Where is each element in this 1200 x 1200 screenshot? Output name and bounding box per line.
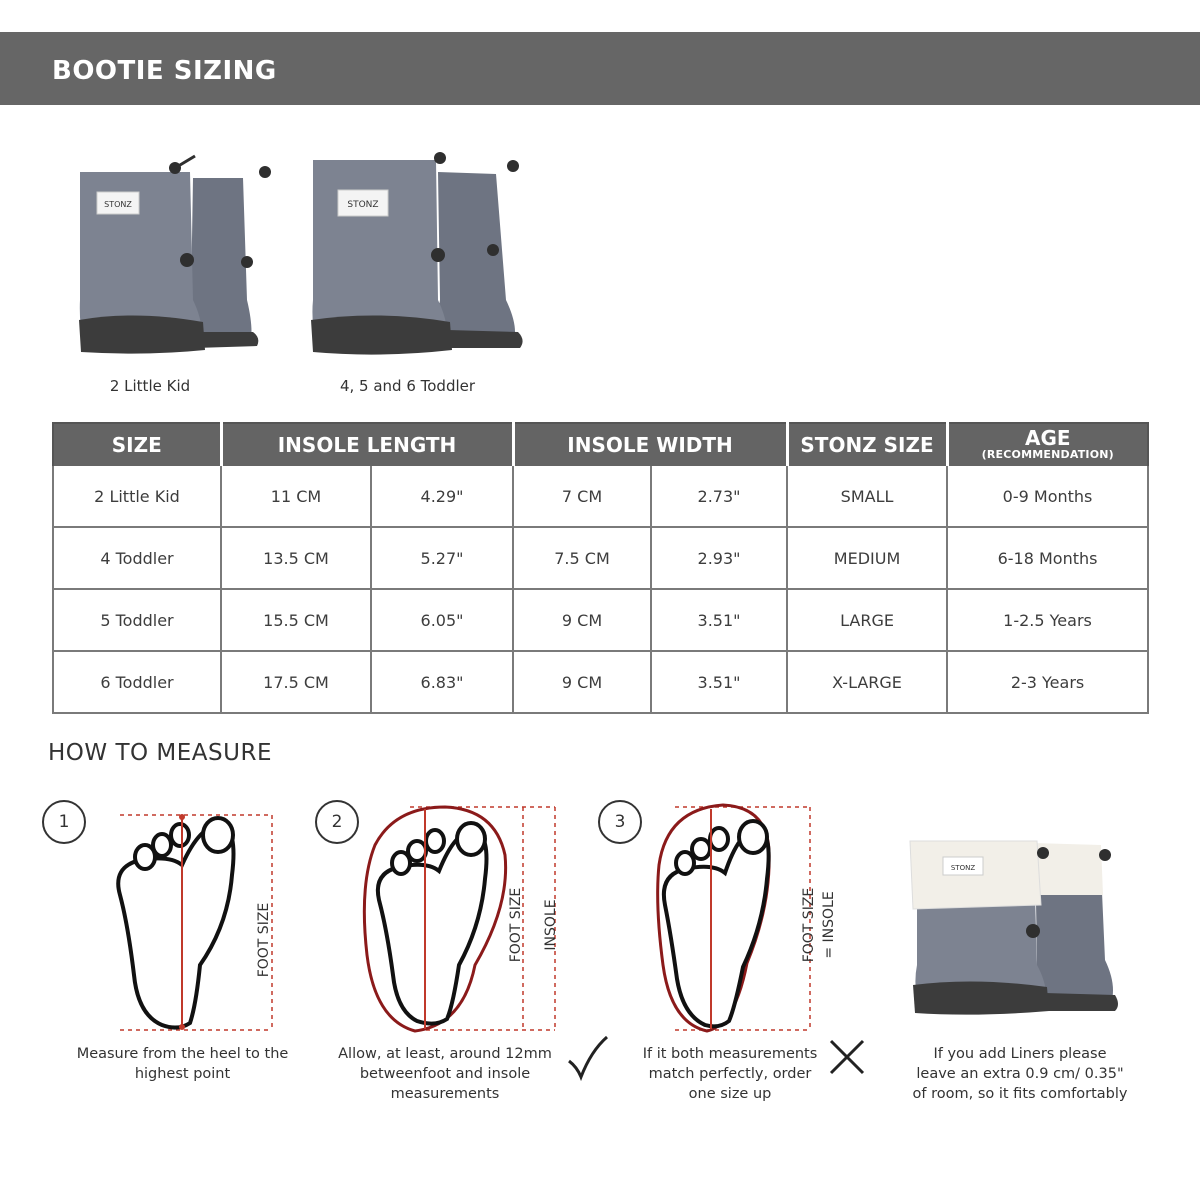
- step-3-insole-label: = INSOLE: [821, 891, 837, 959]
- cell-length-in: 5.27": [371, 527, 513, 589]
- cell-age: 6-18 Months: [947, 527, 1148, 589]
- step-1-text-line: highest point: [134, 1066, 231, 1082]
- step-3-number: 3: [598, 800, 642, 844]
- cell-width-cm: 7 CM: [513, 466, 651, 527]
- step-3-foot-size-label: FOOT SIZE: [801, 887, 817, 963]
- header-insole-width: INSOLE WIDTH: [513, 423, 787, 466]
- cross-icon: [828, 1038, 866, 1076]
- header-stonz-size: STONZ SIZE: [787, 423, 947, 466]
- cell-size: 6 Toddler: [53, 651, 221, 713]
- cell-size: 5 Toddler: [53, 589, 221, 651]
- step-1-text: [65, 1044, 300, 1084]
- step-3-text-line: match perfectly, order: [648, 1066, 812, 1082]
- header-insole-length: INSOLE LENGTH: [221, 423, 513, 466]
- large-bootie-caption: 4, 5 and 6 Toddler: [339, 377, 476, 395]
- cell-length-in: 6.83": [371, 651, 513, 713]
- liner-text-line: of room, so it fits comfortably: [912, 1086, 1128, 1102]
- step-1-foot-diagram: [100, 805, 300, 1040]
- header-age-sub: (RECOMMENDATION): [981, 448, 1114, 461]
- table-row: [53, 466, 1148, 527]
- step-2-text: [325, 1044, 565, 1104]
- cell-width-in: 2.93": [651, 527, 787, 589]
- step-3-text: [625, 1044, 835, 1104]
- step-2-foot-size-label: FOOT SIZE: [508, 887, 524, 963]
- liner-text-line: leave an extra 0.9 cm/ 0.35": [916, 1066, 1124, 1082]
- table-header-row: [53, 423, 1148, 466]
- step-1-text-line: Measure from the heel to the: [76, 1046, 289, 1062]
- liner-text: [900, 1044, 1140, 1104]
- cell-length-cm: 11 CM: [221, 466, 371, 527]
- step-2-number: 2: [315, 800, 359, 844]
- cell-age: 0-9 Months: [947, 466, 1148, 527]
- cell-stonz-size: LARGE: [787, 589, 947, 651]
- cell-length-in: 6.05": [371, 589, 513, 651]
- step-3-foot-diagram: [635, 795, 850, 1040]
- cell-size: 4 Toddler: [53, 527, 221, 589]
- how-to-measure-title: HOW TO MEASURE: [48, 740, 272, 766]
- step-2-foot-diagram: [355, 795, 570, 1040]
- cell-age: 2-3 Years: [947, 651, 1148, 713]
- small-bootie-caption: 2 Little Kid: [109, 377, 191, 395]
- brand-tag: STONZ: [950, 864, 976, 872]
- step-3-text-line: If it both measurements: [642, 1046, 818, 1062]
- step-2-text-line: betweenfoot and insole: [359, 1066, 531, 1082]
- cell-age: 1-2.5 Years: [947, 589, 1148, 651]
- table-row: [53, 527, 1148, 589]
- cell-width-in: 3.51": [651, 589, 787, 651]
- cell-width-cm: 9 CM: [513, 589, 651, 651]
- cell-stonz-size: SMALL: [787, 466, 947, 527]
- step-2-text-line: measurements: [390, 1086, 500, 1102]
- page-title: BOOTIE SIZING: [52, 56, 277, 86]
- cell-size: 2 Little Kid: [53, 466, 221, 527]
- cell-length-in: 4.29": [371, 466, 513, 527]
- cell-width-cm: 9 CM: [513, 651, 651, 713]
- liner-text-line: If you add Liners please: [933, 1046, 1107, 1062]
- step-3-text-line: one size up: [688, 1086, 772, 1102]
- step-2-text-line: Allow, at least, around 12mm: [338, 1046, 552, 1062]
- cell-length-cm: 17.5 CM: [221, 651, 371, 713]
- table-row: [53, 651, 1148, 713]
- cell-width-in: 2.73": [651, 466, 787, 527]
- cell-width-cm: 7.5 CM: [513, 527, 651, 589]
- large-bootie-image: [308, 150, 533, 362]
- small-bootie-image: [75, 150, 285, 362]
- cell-length-cm: 13.5 CM: [221, 527, 371, 589]
- brand-tag: STONZ: [347, 200, 379, 210]
- header-size: SIZE: [53, 423, 221, 466]
- step-1-number: 1: [42, 800, 86, 844]
- cell-width-in: 3.51": [651, 651, 787, 713]
- header-age: [947, 423, 1148, 466]
- step-1-foot-size-label: FOOT SIZE: [256, 902, 272, 978]
- liner-bootie-image: [905, 835, 1130, 1015]
- cell-length-cm: 15.5 CM: [221, 589, 371, 651]
- brand-tag: STONZ: [104, 200, 132, 209]
- table-row: [53, 589, 1148, 651]
- header-age-label: AGE: [1025, 426, 1071, 450]
- step-2-insole-label: INSOLE: [543, 899, 559, 951]
- banner: [0, 32, 1200, 105]
- sizing-table: [52, 422, 1149, 714]
- cell-stonz-size: X-LARGE: [787, 651, 947, 713]
- checkmark-icon: [565, 1033, 611, 1081]
- cell-stonz-size: MEDIUM: [787, 527, 947, 589]
